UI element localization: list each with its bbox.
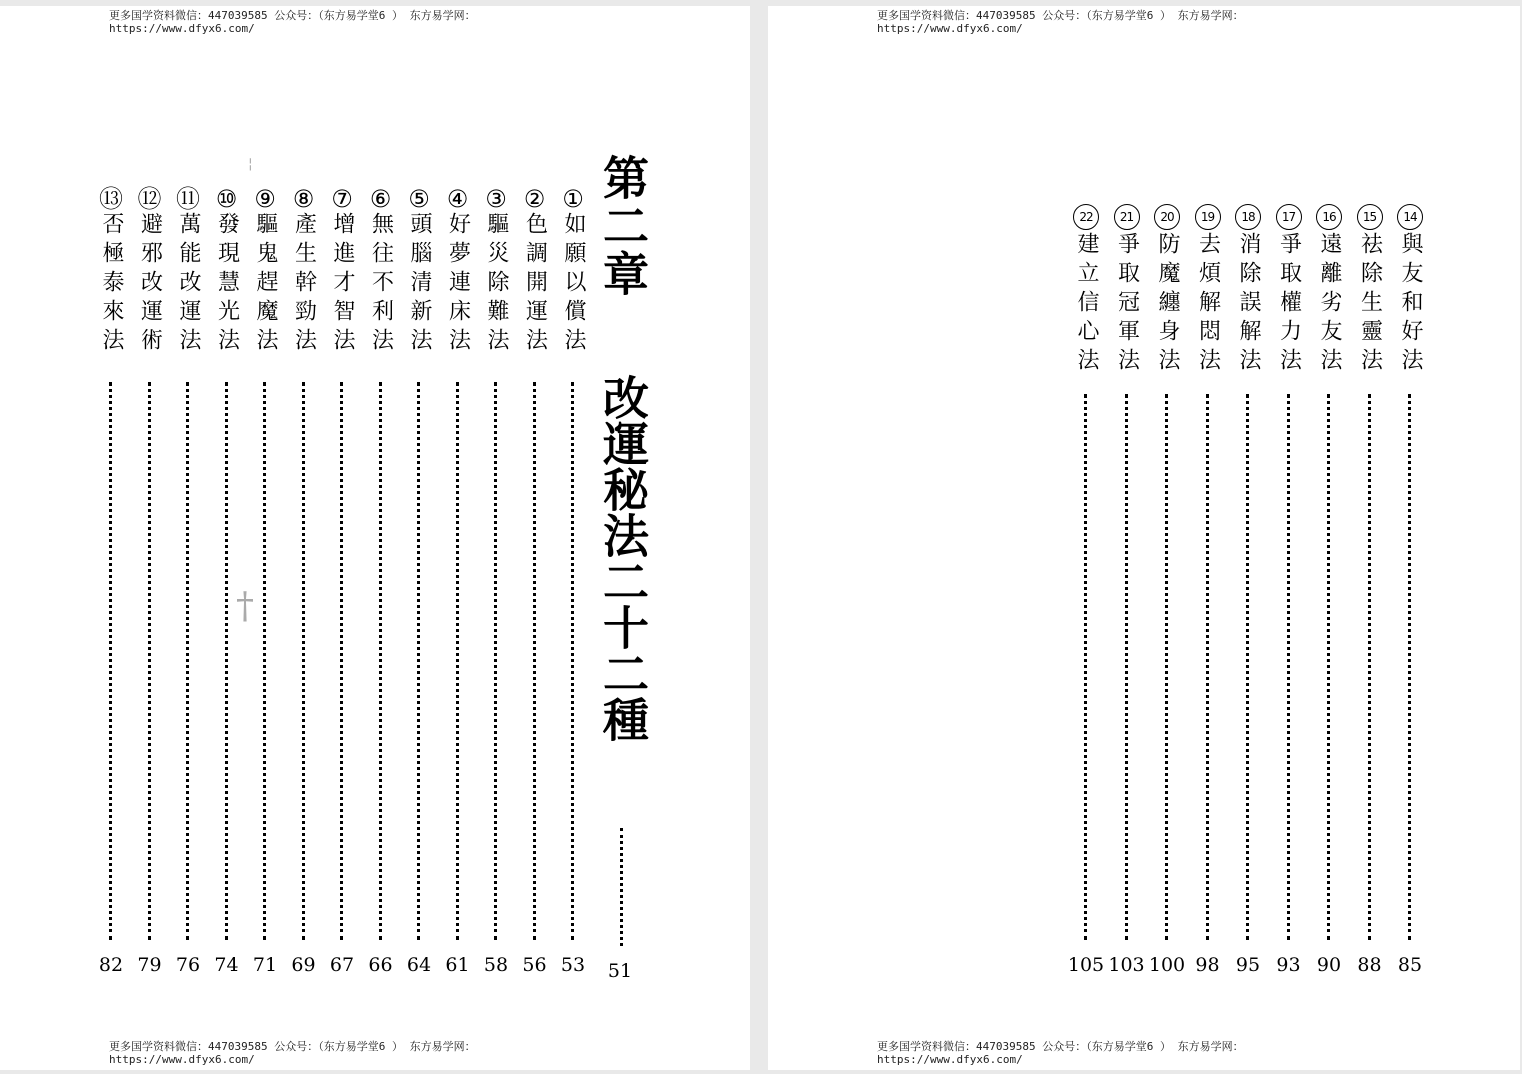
entry-page-number: 85 [1397,954,1423,976]
entry-title: 防魔纏身法 [1155,232,1180,377]
watermark-line1: 更多国学资料微信：447039585 公众号：（东方易学堂6 ） 东方易学网： [877,9,1244,22]
entry-number: 16 [1316,204,1342,230]
entry-number: ⑦ [331,185,353,213]
watermark-bottom-right [877,1040,1244,1066]
entry-title: 驅災除難法 [484,212,509,357]
entry-number: 18 [1235,204,1261,230]
entry-title: 無往不利法 [368,212,394,357]
entry-page-number: 53 [560,954,586,976]
toc-entry [207,186,247,984]
entry-number: ⑬ [99,185,123,213]
toc-entry [91,186,131,984]
leader-dots [1206,394,1209,940]
entry-page-number: 69 [291,954,316,976]
entry-page-number: 64 [406,954,432,976]
entry-page-number: 93 [1276,954,1301,976]
leader-dots [1408,394,1411,940]
leader-dots [1368,394,1371,940]
entry-number: ⑪ [176,185,200,213]
leader-dots [456,382,459,940]
left-page [0,6,750,1070]
leader-dots [302,382,305,940]
watermark-line2: https://www.dfyx6.com/ [109,22,255,35]
leader-dots [379,382,382,940]
leader-dots [571,382,574,940]
toc-entry [553,186,593,984]
scan-smudge: ¦ [248,156,253,172]
leader-dots [1246,394,1249,940]
entry-number: ② [523,185,546,213]
toc-entry [284,186,324,984]
entry-title: 否極泰來法 [99,212,124,357]
entry-title: 祛除生靈法 [1357,232,1383,377]
entry-number: 15 [1357,204,1383,230]
entry-page-number: 56 [522,954,547,976]
entry-title: 產生幹勁法 [291,212,317,357]
entry-number: ⑧ [292,185,315,213]
entry-number: ③ [485,185,507,213]
scan-smudge: † [236,586,254,627]
leader-dots [1327,394,1330,940]
entry-number: ⑥ [369,185,392,213]
toc-entry [322,186,362,984]
chapter-page-number: 51 [607,960,633,982]
entry-title: 與友和好法 [1398,232,1423,377]
toc-entry [399,186,439,984]
watermark-line2: https://www.dfyx6.com/ [109,1053,255,1066]
entry-page-number: 98 [1195,954,1220,976]
entry-number: 21 [1114,204,1140,230]
entry-title: 好夢連床法 [445,212,471,357]
toc-entry [1107,204,1147,984]
entry-title: 避邪改運術 [137,212,163,357]
toc-entry [1188,204,1228,984]
chapter-leader-dots [620,828,623,946]
entry-page-number: 61 [445,954,470,976]
leader-dots [494,382,497,940]
entry-title: 爭取冠軍法 [1114,232,1140,377]
leader-dots [109,382,112,940]
entry-title: 色調開運法 [522,212,548,357]
leader-dots [1165,394,1168,940]
toc-entry [245,186,285,984]
entry-number: ⑩ [215,185,238,213]
toc-entry [1350,204,1390,984]
entry-page-number: 95 [1235,954,1261,976]
leader-dots [1084,394,1087,940]
entry-title: 遠離劣友法 [1317,232,1342,377]
entry-number: 17 [1276,204,1302,230]
watermark-line2: https://www.dfyx6.com/ [877,22,1023,35]
entry-number: ⑫ [137,185,162,213]
watermark-line2: https://www.dfyx6.com/ [877,1053,1023,1066]
leader-dots [533,382,536,940]
leader-dots [186,382,189,940]
chapter-heading: 第二章 [596,154,650,298]
entry-number: ⑤ [408,185,430,213]
toc-entry [1390,204,1430,984]
watermark-line1: 更多国学资料微信：447039585 公众号：（东方易学堂6 ） 东方易学网： [877,1040,1244,1053]
entry-number: 19 [1195,204,1221,230]
toc-entry [361,186,401,984]
entry-page-number: 90 [1316,954,1342,976]
entry-number: 14 [1397,204,1423,230]
entry-page-number: 76 [175,954,201,976]
leader-dots [1287,394,1290,940]
leader-dots [148,382,151,940]
toc-entry [1269,204,1309,984]
entry-page-number: 58 [483,954,509,976]
watermark-top-left [109,9,476,35]
toc-entry [515,186,555,984]
right-page [768,6,1520,1070]
toc-entry [438,186,478,984]
entry-page-number: 74 [214,954,239,976]
entry-number: ⑨ [254,185,276,213]
watermark-line1: 更多国学资料微信：447039585 公众号：（东方易学堂6 ） 东方易学网： [109,9,476,22]
toc-entry [130,186,170,984]
entry-title: 頭腦清新法 [407,212,432,357]
entry-title: 驅鬼趕魔法 [253,212,278,357]
watermark-bottom-left [109,1040,476,1066]
watermark-line1: 更多国学资料微信：447039585 公众号：（东方易学堂6 ） 东方易学网： [109,1040,476,1053]
entry-number: ① [562,185,584,213]
entry-page-number: 100 [1148,954,1186,976]
entry-number: 20 [1154,204,1180,230]
entry-page-number: 88 [1357,954,1382,976]
entry-title: 如願以償法 [561,212,586,357]
entry-title: 爭取權力法 [1276,232,1302,377]
toc-entry [168,186,208,984]
entry-title: 建立信心法 [1074,232,1099,377]
entry-number: ④ [446,185,469,213]
entry-page-number: 103 [1108,954,1145,976]
leader-dots [225,382,228,940]
leader-dots [263,382,266,940]
entry-title: 增進才智法 [330,212,355,357]
entry-page-number: 66 [368,954,393,976]
leader-dots [417,382,420,940]
toc-entry [1147,204,1187,984]
toc-entry [1228,204,1268,984]
entry-number: 22 [1073,204,1099,230]
toc-entry [476,186,516,984]
entry-page-number: 67 [329,954,355,976]
entry-page-number: 79 [137,954,162,976]
entry-page-number: 71 [252,954,278,976]
entry-page-number: 105 [1067,954,1105,976]
entry-title: 消除誤解法 [1236,232,1261,377]
entry-page-number: 82 [98,954,124,976]
chapter-title: 改運秘法二十二種 [596,374,650,742]
toc-entry [1066,204,1106,984]
leader-dots [340,382,343,940]
watermark-top-right [877,9,1244,35]
entry-title: 發現慧光法 [214,212,240,357]
toc-entry [1309,204,1349,984]
leader-dots [1125,394,1128,940]
entry-title: 去煩解悶法 [1195,232,1221,377]
entry-title: 萬能改運法 [176,212,201,357]
